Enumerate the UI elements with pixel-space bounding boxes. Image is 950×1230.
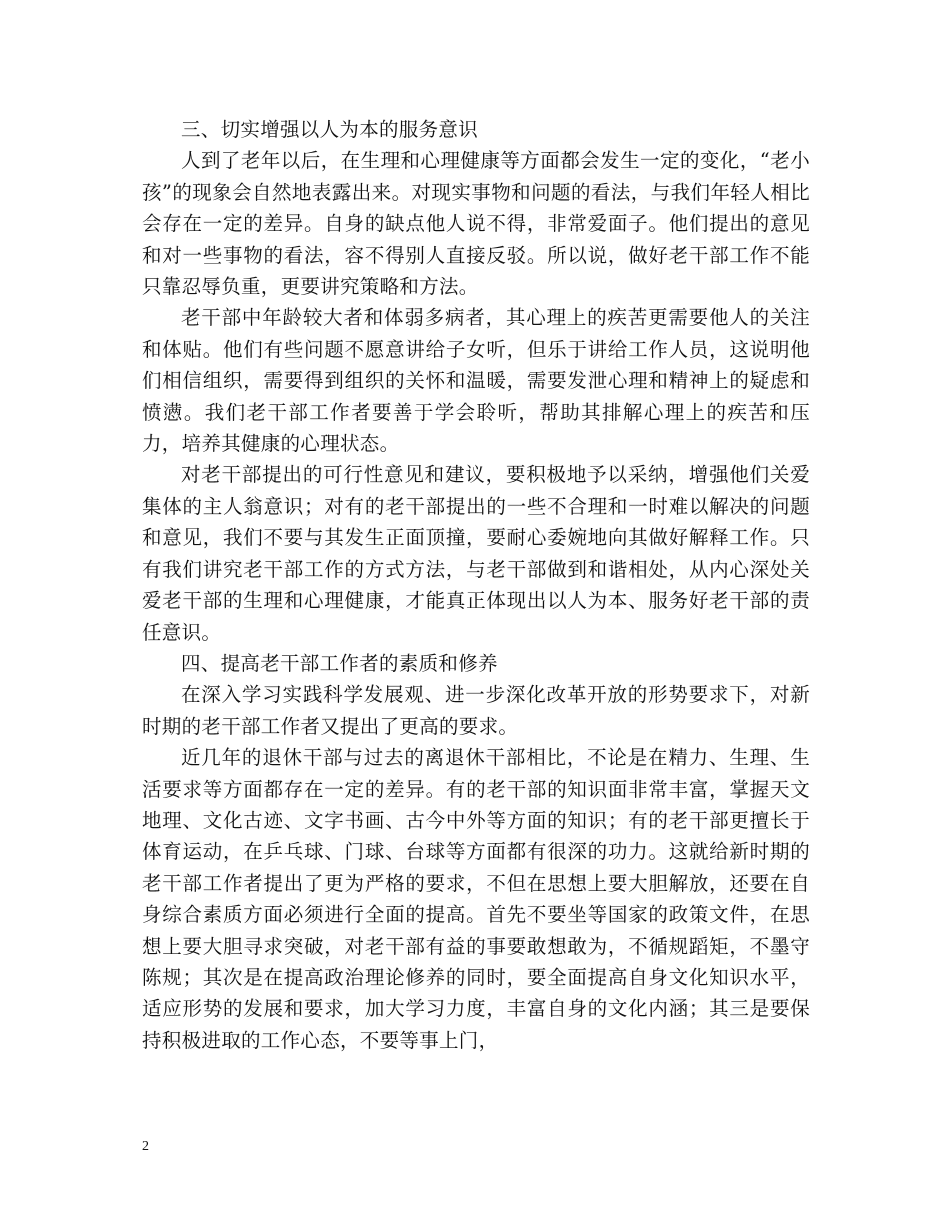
paragraph-2: 老干部中年龄较大者和体弱多病者，其心理上的疾苦更需要他人的关注和体贴。他们有些问题不愿意讲给子女听，但乐于讲给工作人员，这说明他们相信组织，需要得到组织的关怀和温暖，需要发泄心理和精神上的疑虑和愤懑。我们老干部工作者要善于学会聆听，帮助其排解心理上的疾苦和压力，培养其健康的心理状态。 [142,306,810,456]
paragraph-5: 近几年的退休干部与过去的离退休干部相比，不论是在精力、生理、生活要求等方面都存在一定的差异。有的老干部的知识面非常丰富，掌握天文地理、文化古迹、文字书画、古今中外等方面的知识；有的老干部更擅长于体育运动，在乒乓球、门球、台球等方面都有很深的功力。这就给新时期的老干部工作者提出了更为严格的要求，不但在思想上要大胆解放，还要在自身综合素质方面必须进行全面的提高。首先不要坐等国家的政策文件，在思想上要大胆寻求突破，对老干部有益的事要敢想敢为，不循规蹈矩，不墨守陈规；其次是在提高政治理论修养的同时，要全面提高自身文化知识水平，适应形势的发展和要求，加大学习力度，丰富自身的文化内涵；其三是要保持积极进取的工作心态，不要等事上门， [142,746,810,1052]
section-heading-3: 三、切实增强以人为本的服务意识 [181,118,479,141]
paragraph-1: 人到了老年以后，在生理和心理健康等方面都会发生一定的变化，“老小孩”的现象会自然地表露出来。对现实事物和问题的看法，与我们年轻人相比会存在一定的差异。自身的缺点他人说不得，非常爱面子。他们提出的意见和对一些事物的看法，容不得别人直接反驳。所以说，做好老干部工作不能只靠忍辱负重，更要讲究策略和方法。 [142,149,810,299]
document-body [142,114,810,1056]
section-heading-4: 四、提高老干部工作者的素质和修养 [181,651,498,675]
paragraph-3: 对老干部提出的可行性意见和建议，要积极地予以采纳，增强他们关爱集体的主人翁意识；对有的老干部提出的一些不合理和一时难以解决的问题和意见，我们不要与其发生正面顶撞，要耐心委婉地向其做好解释工作。只有我们讲究老干部工作的方式方法，与老干部做到和谐相处，从内心深处关爱老干部的生理和心理健康，才能真正体现出以人为本、服务好老干部的责任意识。 [142,463,810,644]
paragraph-4: 在深入学习实践科学发展观、进一步深化改革开放的形势要求下，对新时期的老干部工作者又提出了更高的要求。 [142,683,810,738]
page-number: 2 [142,1139,149,1154]
